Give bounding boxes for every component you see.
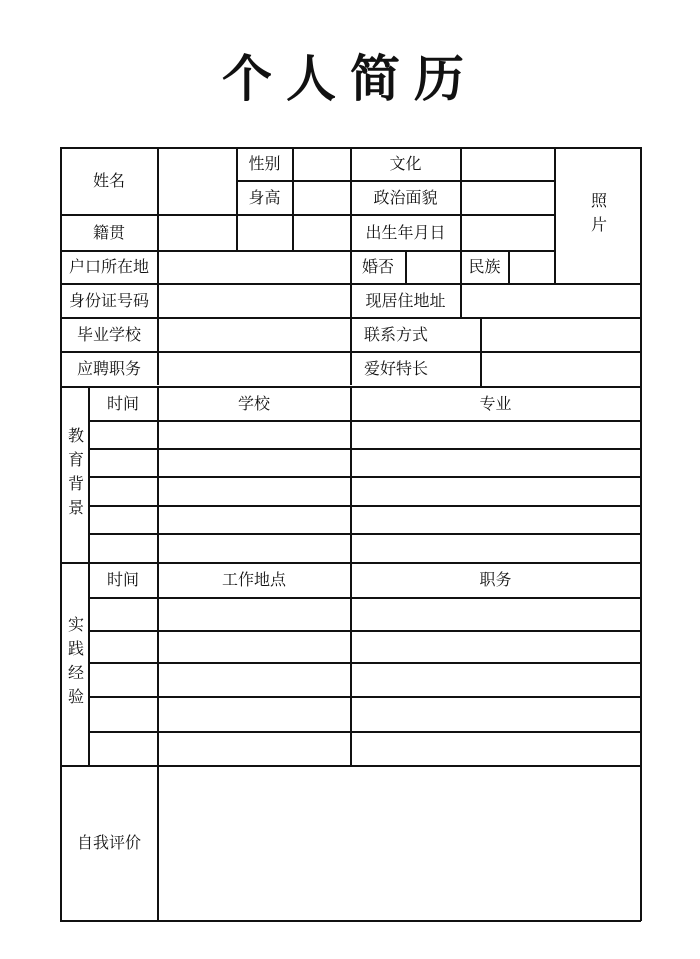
current-address-label: 现居住地址 bbox=[365, 290, 446, 310]
photo-label: 照片 bbox=[588, 191, 608, 240]
contact-field[interactable] bbox=[481, 318, 640, 351]
self-evaluation-field[interactable] bbox=[158, 766, 640, 920]
hobbies-label: 爱好特长 bbox=[364, 359, 429, 378]
practice-header-position: 职务 bbox=[479, 570, 512, 589]
id-number-field[interactable] bbox=[158, 284, 350, 317]
hukou-label: 户口所在地 bbox=[68, 257, 149, 276]
marital-field[interactable] bbox=[406, 251, 460, 283]
practice-header-location: 工作地点 bbox=[221, 570, 286, 589]
practice-section-label: 实践经验 bbox=[65, 616, 85, 712]
gender-field[interactable] bbox=[293, 148, 350, 180]
id-number-label: 身份证号码 bbox=[68, 290, 149, 310]
birthdate-field[interactable] bbox=[461, 215, 554, 250]
education-row[interactable] bbox=[89, 421, 640, 448]
practice-row[interactable] bbox=[89, 631, 640, 662]
practice-row[interactable] bbox=[89, 697, 640, 731]
birthdate-label: 出生年月日 bbox=[365, 222, 446, 242]
height-field[interactable] bbox=[293, 181, 350, 214]
table-border-bottom bbox=[60, 920, 641, 922]
hukou-field[interactable] bbox=[158, 251, 350, 283]
native-place-label: 籍贯 bbox=[92, 222, 125, 242]
education-header-time: 时间 bbox=[106, 393, 139, 413]
page-title: 个人简历 bbox=[222, 50, 478, 108]
position-applied-label: 应聘职务 bbox=[76, 359, 141, 378]
ethnicity-field[interactable] bbox=[509, 251, 554, 283]
position-applied-field[interactable] bbox=[158, 352, 350, 386]
height-label: 身高 bbox=[248, 187, 281, 207]
ethnicity-label: 民族 bbox=[468, 257, 501, 276]
education-header-school: 学校 bbox=[237, 393, 270, 413]
native-place-field[interactable] bbox=[158, 215, 350, 250]
practice-row[interactable] bbox=[89, 598, 640, 630]
name-label: 姓名 bbox=[92, 171, 125, 190]
graduated-school-field[interactable] bbox=[158, 318, 350, 351]
practice-row[interactable] bbox=[89, 663, 640, 696]
photo-area[interactable] bbox=[555, 148, 640, 283]
education-section-label: 教育背景 bbox=[65, 426, 85, 523]
political-label: 政治面貌 bbox=[373, 187, 438, 207]
education-row[interactable] bbox=[89, 506, 640, 533]
current-address-field[interactable] bbox=[461, 284, 640, 317]
self-evaluation-label: 自我评价 bbox=[76, 833, 141, 852]
practice-row[interactable] bbox=[89, 732, 640, 765]
practice-header-time: 时间 bbox=[106, 570, 139, 589]
education-row[interactable] bbox=[89, 449, 640, 476]
political-field[interactable] bbox=[461, 181, 554, 214]
contact-label: 联系方式 bbox=[364, 324, 429, 344]
culture-field[interactable] bbox=[461, 148, 554, 180]
gender-label: 性别 bbox=[248, 154, 281, 173]
hobbies-field[interactable] bbox=[481, 352, 640, 386]
culture-label: 文化 bbox=[389, 154, 422, 173]
education-header-major: 专业 bbox=[479, 393, 512, 413]
education-row[interactable] bbox=[89, 534, 640, 562]
graduated-school-label: 毕业学校 bbox=[76, 324, 141, 344]
marital-label: 婚否 bbox=[361, 257, 394, 276]
education-row[interactable] bbox=[89, 477, 640, 505]
name-field[interactable] bbox=[158, 148, 236, 214]
